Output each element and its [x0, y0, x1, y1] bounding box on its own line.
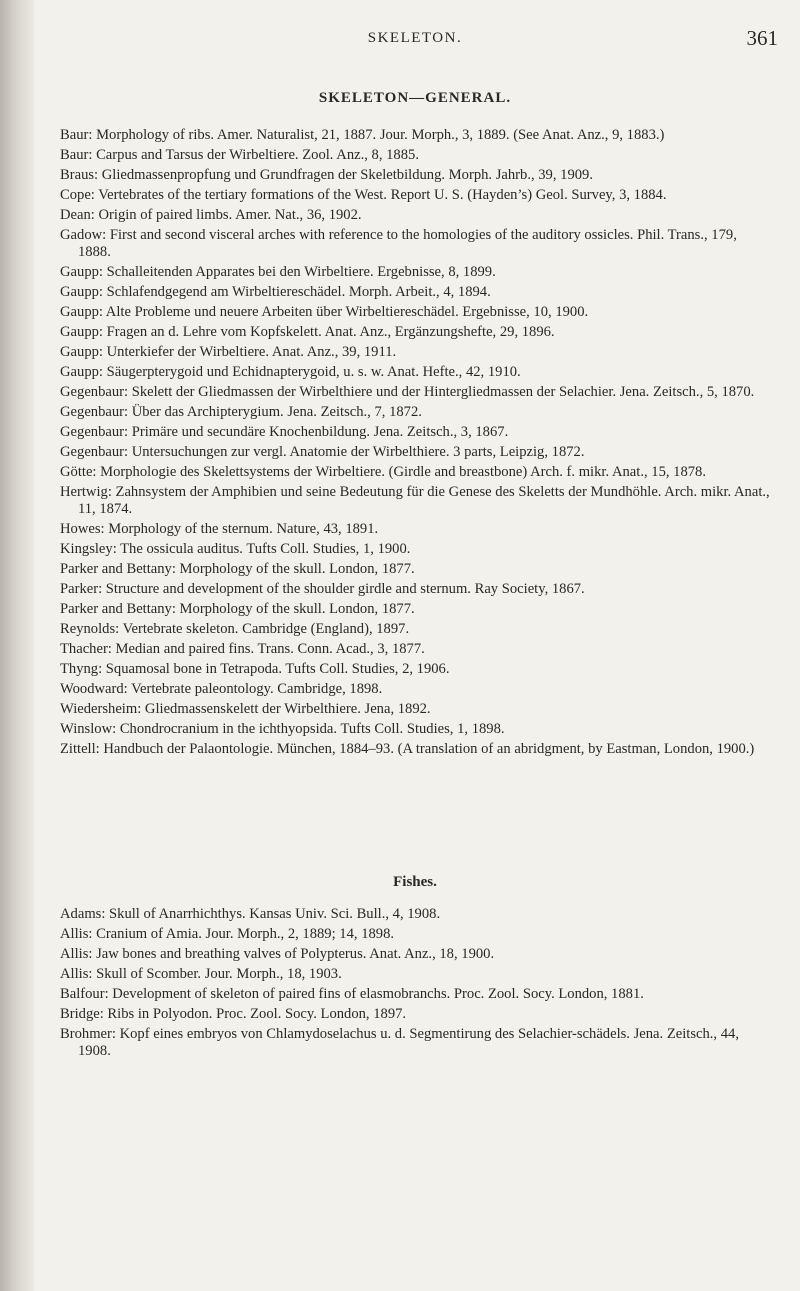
reference-entry: Howes: Morphology of the sternum. Nature, 43, 1891. [60, 521, 379, 537]
reference-entry: Cope: Vertebrates of the tertiary formations of the West. Report U. S. (Hayden’s) Geol. Survey, 3, 1884. [60, 187, 667, 203]
reference-entry: Gaupp: Schalleitenden Apparates bei den Wirbeltiere. Ergebnisse, 8, 1899. [60, 264, 496, 280]
reference-entry: Götte: Morphologie des Skelettsystems der Wirbeltiere. (Girdle and breastbone) Arch. f. mikr. Anat., 15, 1878. [60, 464, 706, 480]
reference-entry: Gaupp: Alte Probleme und neuere Arbeiten über Wirbeltiereschädel. Ergebnisse, 10, 1900. [60, 304, 589, 320]
reference-entry: Gaupp: Säugerpterygoid und Echidnapterygoid, u. s. w. Anat. Hefte., 42, 1910. [60, 364, 521, 380]
reference-entry: Bridge: Ribs in Polyodon. Proc. Zool. Socy. London, 1897. [60, 1006, 407, 1022]
reference-entry: Allis: Skull of Scomber. Jour. Morph., 18, 1903. [60, 966, 342, 982]
running-title: SKELETON. [367, 30, 463, 46]
reference-entry: Brohmer: Kopf eines embryos von Chlamydoselachus u. d. Segmentirung des Selachier-schädels. Jena. Zeitsch., 44, 1908. [60, 1026, 739, 1059]
reference-entry: Gadow: First and second visceral arches with reference to the homologies of the auditory ossicles. Phil. Trans., 179, 1888. [60, 227, 737, 260]
page-edge-shadow [0, 0, 34, 1291]
reference-entry: Woodward: Vertebrate paleontology. Cambridge, 1898. [60, 681, 383, 697]
reference-entry: Gaupp: Fragen an d. Lehre vom Kopfskelett. Anat. Anz., Ergänzungshefte, 29, 1896. [60, 324, 555, 340]
reference-entry: Baur: Morphology of ribs. Amer. Naturalist, 21, 1887. Jour. Morph., 3, 1889. (See Anat. Anz., 9, 1883.) [60, 127, 665, 143]
reference-entry: Braus: Gliedmassenpropfung und Grundfragen der Skeletbildung. Morph. Jahrb., 39, 1909. [60, 167, 593, 183]
reference-entry: Adams: Skull of Anarrhichthys. Kansas Univ. Sci. Bull., 4, 1908. [60, 906, 441, 922]
fishes-reference-list [60, 906, 770, 1063]
reference-entry: Gaupp: Schlafendgegend am Wirbeltiereschädel. Morph. Arbeit., 4, 1894. [60, 284, 491, 300]
reference-entry: Kingsley: The ossicula auditus. Tufts Coll. Studies, 1, 1900. [60, 541, 411, 557]
running-head [60, 26, 778, 54]
reference-entry: Parker and Bettany: Morphology of the skull. London, 1877. [60, 601, 415, 617]
reference-entry: Reynolds: Vertebrate skeleton. Cambridge (England), 1897. [60, 621, 410, 637]
reference-entry: Thacher: Median and paired fins. Trans. Conn. Acad., 3, 1877. [60, 641, 425, 657]
reference-entry: Hertwig: Zahnsystem der Amphibien und seine Bedeutung für die Genese des Skeletts der Mundhöhle. Arch. mikr. Anat., 11, 1874. [60, 484, 770, 517]
reference-entry: Wiedersheim: Gliedmassenskelett der Wirbelthiere. Jena, 1892. [60, 701, 431, 717]
general-reference-list [60, 127, 770, 761]
reference-entry: Baur: Carpus and Tarsus der Wirbeltiere. Zool. Anz., 8, 1885. [60, 147, 419, 163]
reference-entry: Parker: Structure and development of the shoulder girdle and sternum. Ray Society, 1867. [60, 581, 585, 597]
fishes-subheading: Fishes. [393, 874, 437, 890]
reference-entry: Winslow: Chondrocranium in the ichthyopsida. Tufts Coll. Studies, 1, 1898. [60, 721, 505, 737]
reference-entry: Gaupp: Unterkiefer der Wirbeltiere. Anat. Anz., 39, 1911. [60, 344, 397, 360]
reference-entry: Gegenbaur: Skelett der Gliedmassen der Wirbelthiere und der Hintergliedmassen der Selachier. Jena. Zeitsch., 5, 1870. [60, 384, 755, 400]
reference-entry: Zittell: Handbuch der Palaontologie. München, 1884–93. (A translation of an abridgment, by Eastman, London, 1900.) [60, 741, 755, 757]
page-number: 361 [746, 26, 778, 50]
reference-entry: Dean: Origin of paired limbs. Amer. Nat., 36, 1902. [60, 207, 362, 223]
reference-entry: Thyng: Squamosal bone in Tetrapoda. Tufts Coll. Studies, 2, 1906. [60, 661, 450, 677]
reference-entry: Gegenbaur: Untersuchungen zur vergl. Anatomie der Wirbelthiere. 3 parts, Leipzig, 1872. [60, 444, 585, 460]
section-heading: SKELETON—GENERAL. [318, 90, 512, 106]
reference-entry: Balfour: Development of skeleton of paired fins of elasmobranchs. Proc. Zool. Socy. London, 1881. [60, 986, 644, 1002]
reference-entry: Parker and Bettany: Morphology of the skull. London, 1877. [60, 561, 415, 577]
reference-entry: Gegenbaur: Über das Archipterygium. Jena. Zeitsch., 7, 1872. [60, 404, 422, 420]
reference-entry: Gegenbaur: Primäre und secundäre Knochenbildung. Jena. Zeitsch., 3, 1867. [60, 424, 509, 440]
reference-entry: Allis: Cranium of Amia. Jour. Morph., 2, 1889; 14, 1898. [60, 926, 395, 942]
reference-entry: Allis: Jaw bones and breathing valves of Polypterus. Anat. Anz., 18, 1900. [60, 946, 495, 962]
